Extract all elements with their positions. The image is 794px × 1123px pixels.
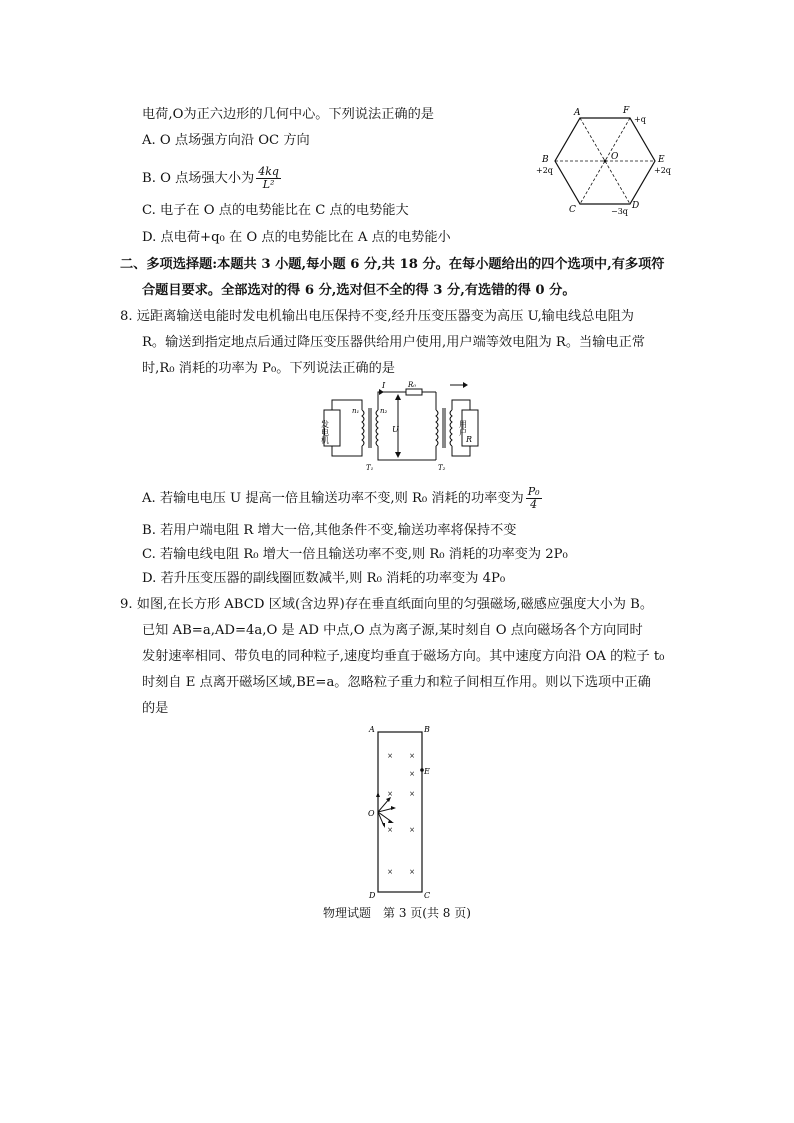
current-label: I (382, 381, 386, 390)
charge-B: +2q (536, 166, 553, 175)
label-A: A (574, 108, 581, 118)
fraction-denominator: L² (262, 178, 275, 191)
field-crosses (387, 752, 415, 876)
magnetic-field-diagram (360, 722, 440, 902)
t2-primary-coil (436, 410, 438, 446)
page-footer: 物理试题 第 3 页(共 8 页) (323, 906, 471, 920)
label-C: C (424, 891, 431, 900)
fraction-denominator: 4 (530, 498, 538, 511)
transmission-circuit-diagram (318, 380, 498, 475)
svg-text:×: × (387, 752, 393, 760)
section-2-line1: 二、多项选择题:本题共 3 小题,每小题 6 分,共 18 分。在每小题给出的四个选项中,有多项符 (120, 257, 665, 272)
q7-option-b (142, 164, 281, 194)
svg-text:×: × (409, 790, 415, 798)
label-E: E (658, 155, 665, 165)
label-O: O (611, 152, 619, 162)
label-C: C (569, 205, 576, 215)
label-B: B (424, 725, 430, 734)
velocity-arrows (378, 794, 394, 826)
label-B: B (542, 155, 549, 165)
n1-label: n₁ (352, 407, 360, 415)
q9-line5: 的是 (142, 701, 169, 716)
label-F: F (623, 106, 630, 116)
q9-line3: 发射速率相同、带负电的同种粒子,速度均垂直于磁场方向。其中速度方向沿 OA 的粒子 t₀ (142, 649, 665, 664)
generator-label: 发电机 (320, 420, 330, 444)
t2-secondary-coil (450, 410, 452, 446)
q8-option-a-fraction (526, 486, 542, 511)
section-2-line2: 合题目要求。全部选对的得 6 分,选对但不全的得 3 分,有选错的得 0 分。 (142, 283, 576, 298)
q7-option-c: C. 电子在 O 点的电势能比在 C 点的电势能大 (142, 203, 409, 218)
q7-option-d: D. 点电荷+q₀ 在 O 点的电势能比在 A 点的电势能小 (142, 230, 451, 245)
q9-line4: 时刻自 E 点离开磁场区域,BE=a。忽略粒子重力和粒子间相互作用。则以下选项中正确 (142, 675, 651, 690)
voltage-u-label: U (392, 425, 399, 434)
fraction-numerator: P₀ (527, 485, 540, 498)
q7-option-a: A. O 点场强方向沿 OC 方向 (142, 133, 310, 148)
q8-option-b: B. 若用户端电阻 R 增大一倍,其他条件不变,输送功率将保持不变 (142, 523, 517, 538)
charge-F: +q (634, 115, 646, 124)
q7-option-b-fraction (256, 166, 281, 191)
q9-line1: 9. 如图,在长方形 ABCD 区域(含边界)存在垂直纸面向里的匀强磁场,磁感应强度大小为 B。 (120, 597, 654, 612)
r0-resistor (406, 389, 422, 395)
fraction-numerator: 4kq (258, 165, 279, 178)
svg-text:×: × (409, 770, 415, 778)
q8-option-c: C. 若输电线电阻 R₀ 增大一倍且输送功率不变,则 R₀ 消耗的功率变为 2P₀ (142, 547, 568, 562)
t1-secondary-coil (376, 410, 378, 446)
svg-text:×: × (387, 790, 393, 798)
label-A: A (369, 725, 375, 734)
user-label: 用户 (458, 420, 468, 436)
t1-label: T₁ (366, 464, 374, 472)
svg-text:×: × (409, 752, 415, 760)
charge-E: +2q (654, 166, 671, 175)
q7-option-b-text: B. O 点场强大小为 (142, 171, 255, 186)
q8-option-a-text: A. 若输电电压 U 提高一倍且输送功率不变,则 R₀ 消耗的功率变为 (142, 491, 524, 506)
q8-line3: 时,R₀ 消耗的功率为 P₀。下列说法正确的是 (142, 361, 395, 376)
hexagon-diagram (530, 100, 680, 220)
label-D: D (632, 201, 640, 211)
q8-line2: R。输送到指定地点后通过降压变压器供给用户使用,用户端等效电阻为 R。当输电正常 (142, 335, 645, 350)
svg-text:×: × (409, 868, 415, 876)
n2-label: n₂ (380, 407, 388, 415)
t2-label: T₂ (438, 464, 446, 472)
q9-line2: 已知 AB=a,AD=4a,O 是 AD 中点,O 点为离子源,某时刻自 O 点向磁场各个方向同时 (142, 623, 643, 638)
user-r-label: R (466, 435, 473, 444)
svg-text:×: × (387, 826, 393, 834)
center-point (604, 160, 607, 163)
t1-primary-coil (362, 410, 364, 446)
q8-option-d: D. 若升压变压器的副线圈匝数减半,则 R₀ 消耗的功率变为 4P₀ (142, 571, 506, 586)
svg-text:×: × (387, 868, 393, 876)
r0-label: R₀ (408, 381, 417, 389)
charge-D: −3q (611, 207, 628, 216)
label-D: D (369, 891, 376, 900)
region-abcd (378, 732, 422, 892)
q8-line1: 8. 远距离输送电能时发电机输出电压保持不变,经升压变压器变为高压 U,输电线总电阻为 (120, 309, 634, 324)
q7-line1: 电荷,O为正六边形的几何中心。下列说法正确的是 (142, 107, 434, 122)
q8-option-a (142, 484, 542, 514)
svg-text:×: × (409, 826, 415, 834)
label-E: E (424, 767, 430, 776)
label-O: O (368, 809, 375, 818)
